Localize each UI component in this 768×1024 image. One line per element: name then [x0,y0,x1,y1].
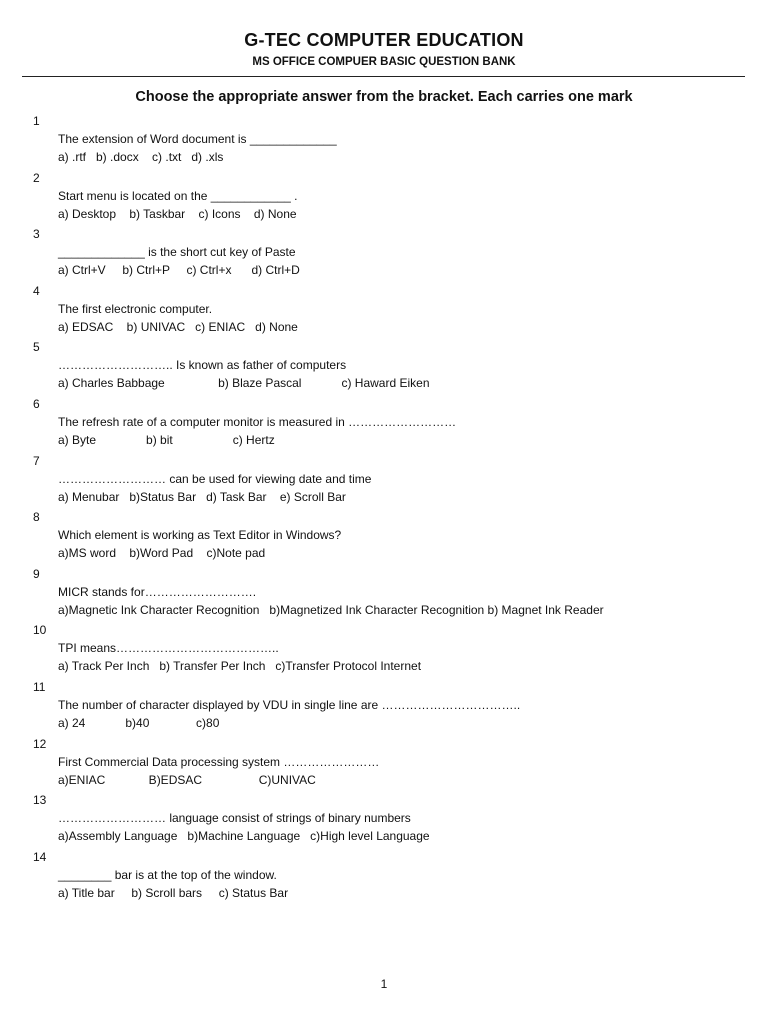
question-text: The number of character displayed by VDU in single line are …………………………….. [58,697,521,712]
question-text: Start menu is located on the ____________ . [58,188,298,203]
question-options: a) Desktop b) Taskbar c) Icons d) None [58,206,297,221]
question-options: a)MS word b)Word Pad c)Note pad [58,546,266,561]
question-options: a) Charles Babbage b) Blaze Pascal c) Haward Eiken [58,376,430,391]
question-number: 5 [33,340,40,355]
question-options: a) 24 b)40 c)80 [58,715,220,730]
question-item [0,846,768,903]
question-item [0,506,768,563]
question-text: Which element is working as Text Editor in Windows? [58,528,342,543]
question-item [0,336,768,393]
question-item [0,167,768,224]
question-item [0,733,768,790]
question-text: _____________ is the short cut key of Paste [58,245,296,260]
question-options: a) Menubar b)Status Bar d) Task Bar e) Scroll Bar [58,489,346,504]
question-list [0,110,768,902]
question-text: The first electronic computer. [58,301,213,316]
question-number: 11 [33,679,46,694]
question-number: 9 [33,566,40,581]
question-item [0,393,768,450]
question-item [0,110,768,167]
question-options: a) Track Per Inch b) Transfer Per Inch c)Transfer Protocol Internet [58,659,422,674]
question-text: TPI means………………………………….. [58,641,279,656]
question-options: a)ENIAC B)EDSAC C)UNIVAC [58,772,316,787]
question-item [0,619,768,676]
question-text: MICR stands for………………………. [58,584,257,599]
page-number: 1 [380,977,388,991]
question-text: The extension of Word document is _____________ [58,132,337,146]
question-text: The refresh rate of a computer monitor is measured in ……………………… [58,414,457,429]
question-number: 3 [33,227,40,242]
question-text: ……………………… can be used for viewing date and time [58,471,372,486]
question-options: a) Title bar b) Scroll bars c) Status Bar [58,885,289,900]
question-number: 13 [33,793,47,808]
question-item [0,789,768,846]
question-item [0,563,768,620]
question-number: 7 [33,453,40,468]
question-number: 1 [33,114,40,128]
question-number: 14 [33,849,47,864]
question-text: First Commercial Data processing system …………………… [58,754,380,769]
question-item [0,676,768,733]
question-options: a) EDSAC b) UNIVAC c) ENIAC d) None [58,319,298,334]
question-number: 12 [33,736,47,751]
question-number: 8 [33,510,40,525]
question-text: ……………………….. Is known as father of computers [58,358,347,373]
question-number: 4 [33,283,40,298]
question-options: a) Byte b) bit c) Hertz [58,432,275,447]
question-text: ________ bar is at the top of the window. [58,867,277,882]
question-number: 6 [33,396,40,411]
question-number: 10 [33,623,47,638]
question-number: 2 [33,170,40,185]
document-subtitle: MS OFFICE COMPUER BASIC QUESTION BANK [252,56,516,68]
question-item [0,450,768,507]
instruction-heading: Choose the appropriate answer from the bracket. Each carries one mark [135,89,633,105]
question-options: a) Ctrl+V b) Ctrl+P c) Ctrl+x d) Ctrl+D [58,263,300,278]
question-options: a) .rtf b) .docx c) .txt d) .xls [58,150,224,164]
document-title: G-TEC COMPUTER EDUCATION [244,30,524,50]
question-options: a)Assembly Language b)Machine Language c)High level Language [58,829,430,844]
question-item [0,223,768,280]
question-text: ……………………… language consist of strings of binary numbers [58,811,411,826]
question-item [0,280,768,337]
question-options: a)Magnetic Ink Character Recognition b)Magnetized Ink Character Recognition b) Magnet Ink Reader [58,602,604,617]
header-divider [22,76,745,77]
